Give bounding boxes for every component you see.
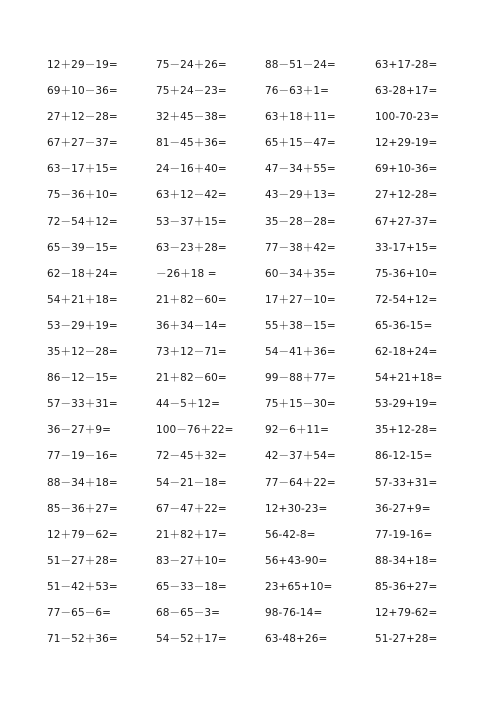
arithmetic-problem: 55＋38－15= [265,319,336,332]
arithmetic-problem: 86－12－15= [47,372,118,385]
arithmetic-problem: 21＋82－60= [156,372,227,385]
arithmetic-problem: 63-28+17= [375,85,438,98]
arithmetic-problem: 65－33－18= [156,580,227,593]
arithmetic-problem: 100-70-23= [375,111,440,124]
arithmetic-problem: 53－37＋15= [156,215,227,228]
arithmetic-problem: 36-27+9= [375,502,431,515]
arithmetic-problem: 75＋24－23= [156,85,227,98]
arithmetic-problem: 27+12-28= [375,189,438,202]
arithmetic-problem: 42－37＋54= [265,450,336,463]
arithmetic-problem: 63－23＋28= [156,241,227,254]
arithmetic-problem: 62－18＋24= [47,267,118,280]
arithmetic-problem: 36－27＋9= [47,424,111,437]
arithmetic-problem: 54－21－18= [156,476,227,489]
arithmetic-problem: 72－54＋12= [47,215,118,228]
arithmetic-problem: 57-33+31= [375,476,438,489]
arithmetic-problem: 75-36+10= [375,267,438,280]
arithmetic-problem: 63＋18＋11= [265,111,336,124]
problem-column-2 [156,52,234,652]
arithmetic-problem: 65-36-15= [375,319,433,332]
arithmetic-problem: 54+21+18= [375,372,443,385]
arithmetic-problem: 33-17+15= [375,241,438,254]
arithmetic-problem: 99－88＋77= [265,372,336,385]
arithmetic-problem: 53-29+19= [375,398,438,411]
arithmetic-problem: 35－28－28= [265,215,336,228]
arithmetic-problem: 12＋29－19= [47,59,118,71]
arithmetic-problem: 12+30-23= [265,502,328,515]
arithmetic-problem: 56+43-90= [265,554,328,567]
arithmetic-problem: 44－5＋12= [156,398,220,411]
problem-column-3 [265,52,336,652]
arithmetic-problem: 73＋12－71= [156,346,227,359]
arithmetic-problem: 63－17＋15= [47,163,118,176]
arithmetic-problem: 68－65－3= [156,606,220,619]
arithmetic-problem: 83－27＋10= [156,554,227,567]
arithmetic-problem: 21＋82－60= [156,293,227,306]
arithmetic-problem: 92－6＋11= [265,424,329,437]
arithmetic-problem: 100－76＋22= [156,424,234,437]
arithmetic-problem: 71－52＋36= [47,633,118,646]
arithmetic-problem: 67+27-37= [375,215,438,228]
arithmetic-problem: 63＋12－42= [156,189,227,202]
arithmetic-problem: 60－34＋35= [265,267,336,280]
arithmetic-problem: 54－41＋36= [265,346,336,359]
arithmetic-problem: 36＋34－14= [156,319,227,332]
arithmetic-problem: 63+17-28= [375,59,438,71]
arithmetic-problem: 77－65－6= [47,606,111,619]
arithmetic-problem: 76－63＋1= [265,85,329,98]
arithmetic-problem: 54＋21＋18= [47,293,118,306]
arithmetic-problem: 98-76-14= [265,606,323,619]
arithmetic-problem: 51－27＋28= [47,554,118,567]
arithmetic-problem: 51－42＋53= [47,580,118,593]
arithmetic-problem: 77-19-16= [375,528,433,541]
arithmetic-problem: 88－51－24= [265,59,336,71]
arithmetic-problem: 12+79-62= [375,606,438,619]
problem-column-4 [375,52,442,652]
arithmetic-problem: 75＋15－30= [265,398,336,411]
arithmetic-problem: 17＋27－10= [265,293,336,306]
arithmetic-problem: 43－29＋13= [265,189,336,202]
arithmetic-problem: 69＋10－36= [47,85,118,98]
arithmetic-problem: 69+10-36= [375,163,438,176]
arithmetic-problem: 47－34＋55= [265,163,336,176]
arithmetic-problem: 32＋45－38= [156,111,227,124]
arithmetic-problem: 27＋12－28= [47,111,118,124]
arithmetic-problem: 23+65+10= [265,580,333,593]
arithmetic-problem: 51-27+28= [375,633,438,646]
arithmetic-problem: 56-42-8= [265,528,316,541]
arithmetic-problem: 81－45＋36= [156,137,227,150]
arithmetic-problem: 57－33＋31= [47,398,118,411]
arithmetic-problem: 67－47＋22= [156,502,227,515]
arithmetic-problem: 12＋79－62= [47,528,118,541]
arithmetic-problem: 62-18+24= [375,346,438,359]
arithmetic-problem: 72-54+12= [375,293,438,306]
arithmetic-problem: 35＋12－28= [47,346,118,359]
arithmetic-problem: 88-34+18= [375,554,438,567]
arithmetic-problem: 65＋15－47= [265,137,336,150]
arithmetic-problem: 65－39－15= [47,241,118,254]
arithmetic-problem: 24－16＋40= [156,163,227,176]
arithmetic-problem: 21＋82＋17= [156,528,227,541]
arithmetic-problem: 77－64＋22= [265,476,336,489]
arithmetic-problem: －26＋18 = [156,267,217,280]
arithmetic-problem: 86-12-15= [375,450,433,463]
arithmetic-problem: 72－45＋32= [156,450,227,463]
arithmetic-problem: 85-36+27= [375,580,438,593]
arithmetic-problem: 63-48+26= [265,633,328,646]
arithmetic-problem: 88－34＋18= [47,476,118,489]
arithmetic-problem: 53－29＋19= [47,319,118,332]
arithmetic-problem: 75－24＋26= [156,59,227,71]
problem-column-1 [47,52,118,652]
arithmetic-problem: 77－38＋42= [265,241,336,254]
arithmetic-problem: 77－19－16= [47,450,118,463]
arithmetic-problem: 85－36＋27= [47,502,118,515]
arithmetic-problem: 35+12-28= [375,424,438,437]
arithmetic-problem: 12+29-19= [375,137,438,150]
arithmetic-problem: 67＋27－37= [47,137,118,150]
arithmetic-problem: 54－52＋17= [156,633,227,646]
arithmetic-problem: 75－36＋10= [47,189,118,202]
